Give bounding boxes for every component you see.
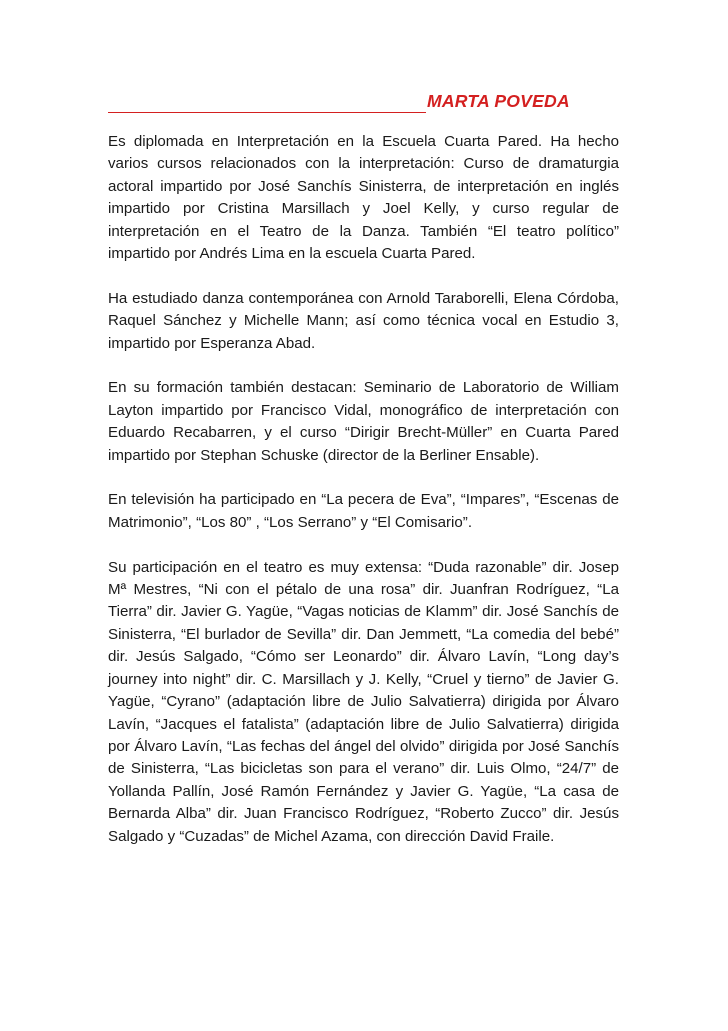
header-rule bbox=[108, 112, 426, 113]
paragraph-television: En televisión ha participado en “La pecera de Eva”, “Impares”, “Escenas de Matrimonio”, “Los 80” , “Los Serrano” y “El Comisario”. bbox=[108, 491, 619, 531]
document-body bbox=[108, 131, 619, 870]
document-header bbox=[108, 89, 620, 115]
paragraph-training: En su formación también destacan: Seminario de Laboratorio de William Layton impartido por Francisco Vidal, monográfico de interpretación con Eduardo Recabarren, y el curso “Dirigir Brecht-Müller” en Cuarta Pared impartido por Stephan Schuske (director de la Berliner Ensable). bbox=[108, 379, 619, 464]
paragraph-education: Es diplomada en Interpretación en la Escuela Cuarta Pared. Ha hecho varios cursos relacionados con la interpretación: Curso de dramaturgia actoral impartido por José Sanchís Sinisterra, de interpretación en inglés impartido por Cristina Marsillach y Joel Kelly, y curso regular de interpretación en el Teatro de la Danza. También “El teatro político” impartido por Andrés Lima en la escuela Cuarta Pared. bbox=[108, 133, 619, 263]
paragraph-theatre: Su participación en el teatro es muy extensa: “Duda razonable” dir. Josep Mª Mestres, “Ni con el pétalo de una rosa” dir. Juanfran Rodríguez, “La Tierra” dir. Javier G. Yagüe, “Vagas noticias de Klamm” dir. José Sanchís de Sinisterra, “El burlador de Sevilla” dir. Dan Jemmett, “La comedia del bebé” dir. Jesús Salgado, “Cómo ser Leonardo” dir. Álvaro Lavín, “Long day’s journey into night” dir. C. Marsillach y J. Kelly, “Cruel y tierno” de Javier G. Yagüe, “Cyrano” (adaptación libre de Julio Salvatierra) dirigida por Álvaro Lavín, “Jacques el fatalista” (adaptación libre de Julio Salvatierra) dirigida por Álvaro Lavín, “Las fechas del ángel del olvido” dirigida por José Sanchís de Sinisterra, “Las bicicletas son para el verano” dir. Luis Olmo, “24/7” de Yollanda Pallín, José Ramón Fernández y Javier G. Yagüe, “La casa de Bernarda Alba” dir. Juan Francisco Rodríguez, “Roberto Zucco” dir. Jesús Salgado y “Cuzadas” de Michel Azama, con dirección David Fraile. bbox=[108, 558, 619, 845]
paragraph-dance: Ha estudiado danza contemporánea con Arnold Taraborelli, Elena Córdoba, Raquel Sánchez y Michelle Mann; así como técnica vocal en Estudio 3, impartido por Esperanza Abad. bbox=[108, 289, 619, 352]
document-title: MARTA POVEDA bbox=[427, 91, 570, 111]
